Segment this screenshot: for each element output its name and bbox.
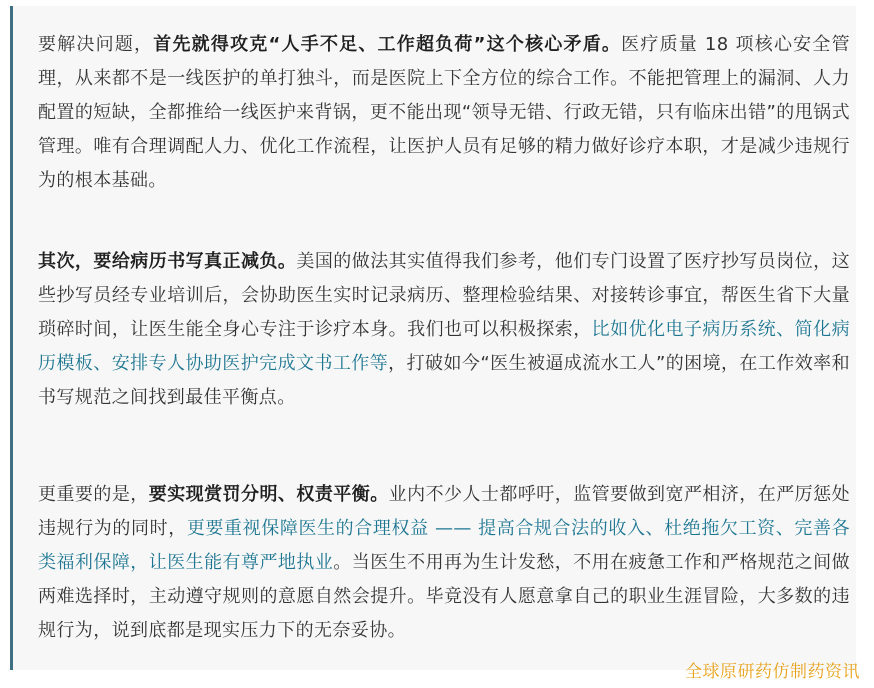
paragraph-3: [38, 478, 850, 648]
paragraph-3-highlight: 更要重视保障医生的合理权益 —— 提高合规合法的收入、杜绝拖欠工资、完善各类福利保障，让医生能有尊严地执业: [38, 518, 850, 573]
paragraph-2-body: 美国的做法其实值得我们参考，他们专门设置了医疗抄写员岗位，这些抄写员经专业培训后，会协助医生实时记录病历、整理检验结果、对接转诊事宜，帮医生省下大量琐碎时间，让医生能全身心专注于诊疗本身。我们也可以积极探索，: [38, 251, 850, 340]
paragraph-2-highlight: 比如优化电子病历系统、简化病历模板、安排专人协助医护完成文书工作等: [38, 319, 850, 374]
paragraph-3-bold: 要实现赏罚分明、权责平衡。: [148, 484, 389, 505]
paragraph-1: [38, 28, 850, 198]
paragraph-2: [38, 245, 850, 415]
paragraph-3-lead: 更重要的是，: [38, 484, 149, 505]
paragraph-2-tail: ，打破如今“医生被逼成流水工人”的困境，在工作效率和书写规范之间找到最佳平衡点。: [38, 353, 850, 408]
watermark-text: 全球原研药仿制药资讯: [685, 662, 860, 682]
paragraph-1-lead: 要解决问题，: [38, 34, 154, 55]
quote-panel: [10, 6, 856, 670]
paragraph-3-body: 业内不少人士都呼吁，监管要做到宽严相济，在严厉惩处违规行为的同时，: [38, 484, 850, 539]
paragraph-1-bold: 首先就得攻克“人手不足、工作超负荷”这个核心矛盾。: [153, 34, 622, 55]
paragraph-1-body: 医疗质量 18 项核心安全管理，从来都不是一线医护的单打独斗，而是医院上下全方位的综合工作。不能把管理上的漏洞、人力配置的短缺，全都推给一线医护来背锅，更不能出现“领导无错、行政无错，只有临床出错”的甩锅式管理。唯有合理调配人力、优化工作流程，让医护人员有足够的精力做好诊疗本职，才是减少违规行为的根本基础。: [38, 34, 850, 191]
paragraph-3-tail: 。当医生不用再为生计发愁，不用在疲惫工作和严格规范之间做两难选择时，主动遵守规则的意愿自然会提升。毕竟没有人愿意拿自己的职业生涯冒险，大多数的违规行为，说到底都是现实压力下的无奈妥协。: [38, 552, 850, 641]
paragraph-2-bold: 其次，要给病历书写真正减负。: [38, 251, 297, 272]
